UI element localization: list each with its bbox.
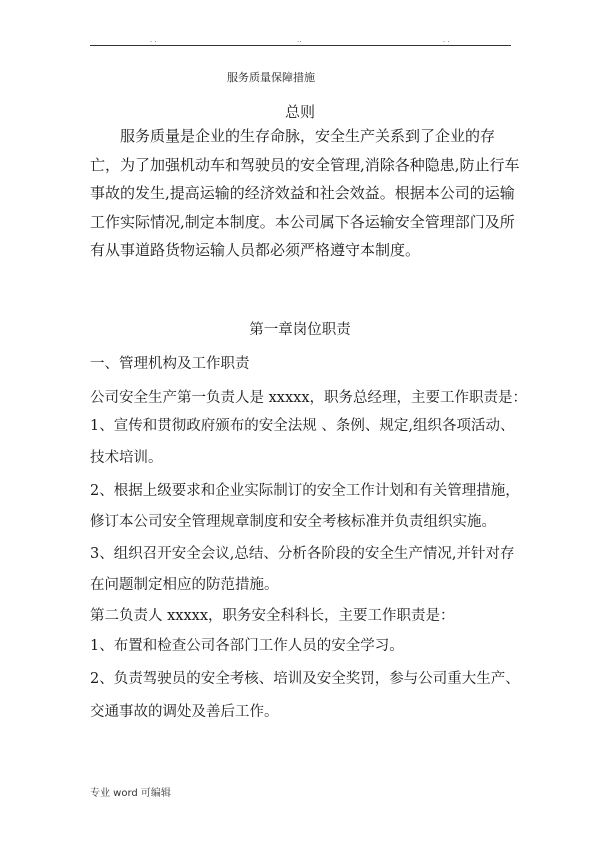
header-mark-left: . . [150, 36, 157, 44]
body-line: 修订本公司安全管理规章制度和安全考核标准并负责组织实施。 [90, 514, 496, 530]
header-rule [90, 45, 511, 46]
body-line: 在问题制定相应的防范措施。 [90, 577, 279, 593]
chapter-heading: 第一章岗位职责 [249, 322, 351, 338]
general-paragraph: 服务质量是企业的生存命脉，安全生产关系到了企业的存亡，为了加强机动车和驾驶员的安全管理,消除各种隐患,防止行车事故的发生,提高运输的经济效益和社会效益。根据本公司的运输工作实际情况,制定本制度。本公司属下各运输安全管理部门及所有从事道路货物运输人员都必须严格遵守本制度。 [90, 127, 520, 259]
body-line: 2、负责驾驶员的安全考核、培训及安全奖罚，参与公司重大生产、 [90, 671, 520, 687]
body-line: 第二负责人 xxxxx，职务安全科科长，主要工作职责是： [90, 608, 455, 624]
header-mark-center: .. [297, 36, 302, 44]
body-line: 交通事故的调处及善后工作。 [90, 704, 279, 720]
body-line: 3、组织召开安全会议,总结、分析各阶段的安全生产情况,并针对存 [90, 546, 515, 562]
header-mark-right: . . [443, 36, 450, 44]
body-line: 1、布置和检查公司各部门工作人员的安全学习。 [90, 638, 404, 654]
body-line: 1、宣传和贯彻政府颁布的安全法规 、条例、规定,组织各项活动、 [90, 418, 515, 434]
body-line: 2、根据上级要求和企业实际制订的安全工作计划和有关管理措施， [90, 483, 520, 499]
section-heading: 一、管理机构及工作职责 [90, 356, 250, 372]
body-line: 公司安全生产第一负责人是 xxxxx，职务总经理，主要工作职责是： [90, 390, 527, 406]
footer-note: 专业 word 可编辑 [90, 788, 171, 799]
document-title: 服务质量保障措施 [227, 71, 315, 84]
general-heading: 总则 [284, 103, 315, 121]
body-line: 技术培训。 [90, 450, 163, 466]
